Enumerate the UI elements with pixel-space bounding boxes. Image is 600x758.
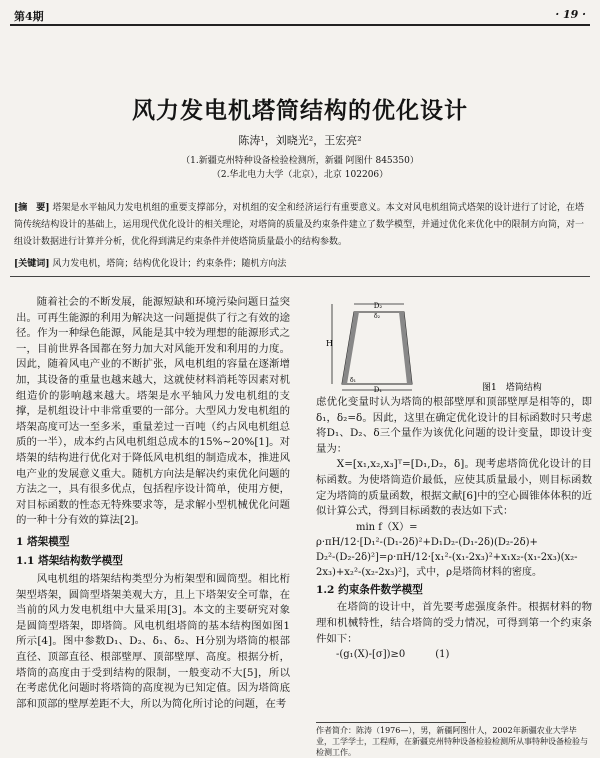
authors: 陈涛¹，刘晓光²，王宏亮² <box>238 134 362 147</box>
tower-figure <box>312 298 592 393</box>
model-paragraph: 风电机组的塔架结构类型分为桁架型和圆筒型。相比桁架型塔架，圆筒型塔架美观大方，且上下塔架安全可靠，在当前的风力发电机组中大量采用[3]。本文的主要研究对象是圆筒型塔架，即塔筒。风电机组塔筒的基本结构图如图1所示[4]。图中参数D₁、D₂、δ₁、δ₂、H分别为塔筒的根部直径、顶部直径、根部壁厚、顶部壁厚、高度。根据分析，塔筒的高度由于受到结构的限制，一般变动不大[5]，所以在考虑优化问题时将塔筒的高度视为已知定值。因为塔筒底部和顶部的壁厚差距不大，所以为简化所讨论的问题，在考 <box>16 573 290 710</box>
author-footnote: 作者简介：陈涛（1976—），男，新疆阿图什人，2002年新疆农业大学毕业，工学学士，工程师，在新疆克州特种设备检验检测所从事特种设备检验与检测工作。 <box>316 726 588 757</box>
issue-number: 第4期 <box>14 10 44 23</box>
h-label: H <box>326 339 333 348</box>
left-column <box>16 295 290 712</box>
keywords-label: [关键词] <box>14 259 50 269</box>
section-heading-1: 1 塔架模型 <box>16 535 70 548</box>
equation-line-3: D₂²-(D₂-2δ)²]=ρ·πH/12·[x₁²-(x₁-2x₃)²+x₁x₂-(x₁-2x₃)(x₂- <box>316 551 578 563</box>
section-heading-1-1: 1.1 塔架结构数学模型 <box>16 554 123 567</box>
t1-label: δ₁ <box>350 377 357 384</box>
footnote-rule <box>316 722 466 723</box>
section-divider <box>10 276 590 277</box>
tower-diagram <box>312 298 592 393</box>
equation-line-4: 2x₃)+x₂²-(x₂-2x₃)²]，式中，ρ是塔筒材料的密度。 <box>316 566 542 578</box>
figure-caption: 图1 塔筒结构 <box>482 383 542 393</box>
equation-line-1: min f（X）= <box>356 521 418 533</box>
constraint-equation: -(g₁(X)-[σ])≥0 (1) <box>336 649 450 661</box>
affiliation-2: （2.华北电力大学（北京），北京 102206） <box>211 170 389 180</box>
objective-paragraph: X=[x₁,x₂,x₃]ᵀ=[D₁,D₂，δ]。现考虑塔筒优化设计的目标函数。为使塔筒造价最低，应使其质量最小，则目标函数定为塔筒的质量函数，根据文献[6]中的空心圆锥体体积的近似计算公式，得到目标函数的表达如下式： <box>316 458 592 518</box>
page-number: · 19 · <box>555 8 586 21</box>
d2-label: D₂ <box>373 302 383 310</box>
abstract-text: 塔架是水平轴风力发电机组的重要支撑部分，对机组的安全和经济运行有重要意义。本文对风电机组筒式塔架的设计进行了讨论，在塔筒传统结构设计的基础上，运用现代优化设计的相关理论，对塔筒的质量及约束条件建立了数学模型，并通过优化来优化中的限制方向筒，对一组设计数据进行计算并分析，优化得到满足约束条件并使塔筒质量最小的结构参数。 <box>14 203 584 247</box>
paper-title: 风力发电机塔筒结构的优化设计 <box>132 97 468 124</box>
equation-line-2: ρ·πH/12·[D₁²-(D₁-2δ)²+D₁D₂-(D₁-2δ)(D₂-2δ)+ <box>316 536 538 548</box>
abstract <box>14 200 584 251</box>
keywords <box>14 256 584 269</box>
affiliation-1: （1.新疆克州特种设备检验检测所，新疆 阿图什 845350） <box>181 156 419 166</box>
header-rule <box>10 24 590 26</box>
section-heading-1-2: 1.2 约束条件数学模型 <box>316 583 423 596</box>
variables-paragraph: 虑优化变量时认为塔筒的根部壁厚和顶部壁厚是相等的，即δ₁，δ₂=δ。因此，这里在确定优化设计的目标函数时只考虑将D₁、D₂、δ三个量作为该优化问题的设计变量，即设计变量为： <box>316 396 592 455</box>
left-wall <box>342 312 359 384</box>
constraint-paragraph: 在塔筒的设计中，首先要考虑强度条件。根据材料的物理和机械特性，结合塔筒的受力情况，可得到第一个约束条件如下： <box>316 601 592 645</box>
t2-label: δ₂ <box>374 313 381 320</box>
right-column <box>316 395 592 662</box>
keywords-text: 风力发电机，塔筒；结构优化设计；约束条件；随机方向法 <box>52 259 287 269</box>
d1-label: D₁ <box>373 386 383 393</box>
abstract-label: [摘 要] <box>14 203 50 213</box>
intro-paragraph: 随着社会的不断发展，能源短缺和环境污染问题日益突出。可再生能源的利用为解决这一问题提供了行之有效的途径。作为一种绿色能源，风能是其中较为理想的能源形式之一，目前世界各国都在努力加大对风能开发和利用的力度。因此，随着风电产业的不断扩张，风电机组的容量在逐渐增加，其设备的重量也越来越大，这就使材料消耗等因素对机组造价的影响越来越大。塔架是水平轴风力发电机组的支撑，是机组设计中非常重要的一部分。大型风力发电机组的塔架高度可达一至多米，重量差过一百吨（约占风电机组总质的一半），成本约占风电机组总成本的15%~20%[1]。对塔架的结构进行优化对于降低风电机组的制造成本，推进风电产业的发展意义重大。随机方向法是解决约束优化问题的方法之一，具有很多优点，包括程序设计简单，使用方便，对目标函数的性态无特殊要求等，是求解小型机械优化问题的一种十分有效的算法[2]。 <box>16 296 290 527</box>
